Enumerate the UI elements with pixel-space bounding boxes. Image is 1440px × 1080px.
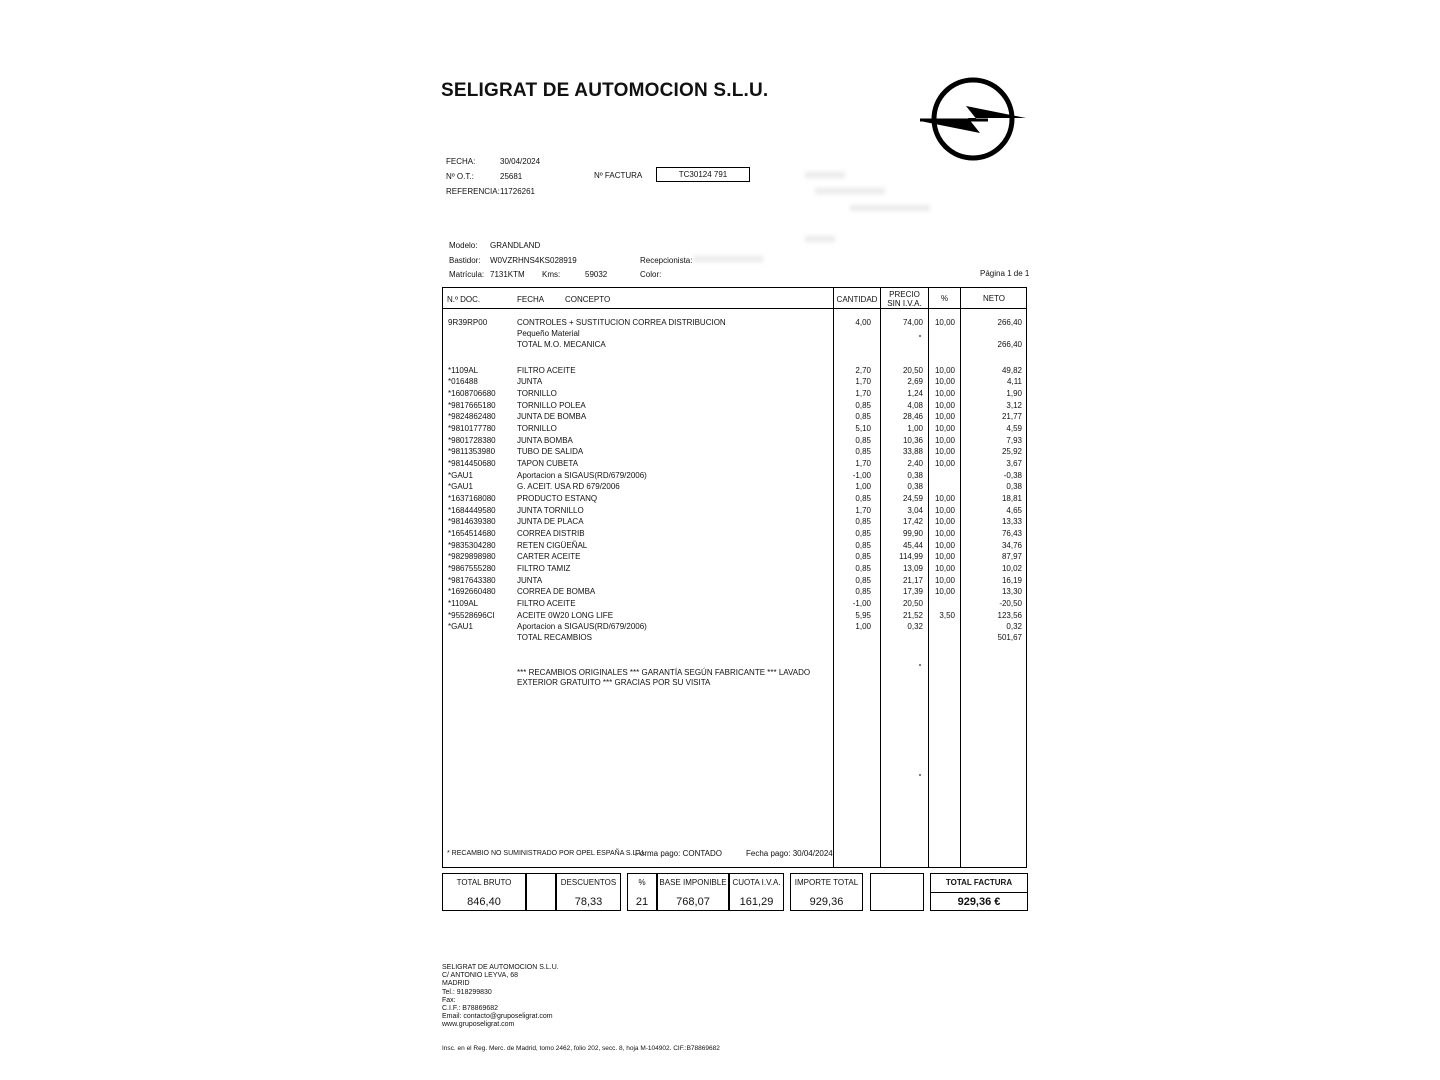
neto-cell: 10,02 — [1001, 564, 1022, 573]
cantidad-cell: 0,85 — [855, 564, 871, 573]
pct-cell: 3,50 — [939, 611, 955, 620]
table-row — [443, 621, 1026, 632]
factura-number: TC30124 791 — [656, 167, 750, 182]
precio-cell: 10,36 — [902, 436, 923, 445]
descuentos-value: 78,33 — [574, 896, 603, 908]
neto-cell: -20,50 — [999, 599, 1022, 608]
concepto-cell: JUNTA BOMBA — [517, 436, 573, 445]
doc-cell: *9824862480 — [448, 412, 496, 421]
importe-total-value: 929,36 — [809, 896, 844, 908]
table-row — [443, 339, 1026, 350]
base-imponible-label: BASE IMPONIBLE — [659, 878, 727, 887]
doc-cell: *95528696CI — [448, 611, 495, 620]
precio-cell: 24,59 — [902, 494, 923, 503]
doc-cell: *1109AL — [448, 366, 479, 375]
cuota-iva-value: 161,29 — [739, 896, 774, 908]
pct-cell: 10,00 — [934, 436, 955, 445]
cantidad-cell: 5,95 — [855, 611, 871, 620]
neto-cell: 18,81 — [1001, 494, 1022, 503]
table-row — [443, 328, 1026, 339]
precio-cell: 1,24 — [907, 389, 923, 398]
footer-website: www.gruposeligrat.com — [442, 1021, 515, 1029]
footer-fax: Fax: — [442, 996, 456, 1004]
ot-value: 25681 — [500, 172, 523, 181]
redacted-text — [693, 256, 763, 262]
legal-registry: Insc. en el Reg. Merc. de Madrid, tomo 2462, folio 202, secc. 8, hoja M-104902. CIF.:B78869682 — [442, 1045, 720, 1052]
pct-cell: 10,00 — [934, 587, 955, 596]
concepto-cell: TAPON CUBETA — [517, 459, 579, 468]
col-header-concepto: CONCEPTO — [565, 295, 611, 304]
doc-cell: *9801728380 — [448, 436, 496, 445]
neto-cell: 266,40 — [997, 340, 1022, 349]
total-bruto-box — [442, 873, 526, 911]
kms-label: Kms: — [542, 270, 561, 279]
cantidad-cell: 0,85 — [855, 529, 871, 538]
neto-cell: 3,67 — [1006, 459, 1022, 468]
cantidad-cell: -1,00 — [852, 471, 871, 480]
cantidad-cell: -1,00 — [852, 599, 871, 608]
cantidad-cell: 0,85 — [855, 576, 871, 585]
pct-cell: 10,00 — [934, 576, 955, 585]
precio-cell: 1,00 — [907, 424, 923, 433]
invoice-note: *** RECAMBIOS ORIGINALES *** GARANTÍA SEGÚN FABRICANTE *** LAVADO EXTERIOR GRATUITO *** GRACIAS POR SU VISITA — [517, 668, 811, 687]
concepto-cell: JUNTA TORNILLO — [517, 506, 584, 515]
doc-cell: *1608706680 — [448, 389, 496, 398]
forma-pago: Forma pago: CONTADO — [635, 849, 722, 858]
neto-cell: 49,82 — [1001, 366, 1022, 375]
company-name: SELIGRAT DE AUTOMOCION S.L.U. — [441, 80, 769, 101]
cantidad-cell: 4,00 — [855, 318, 871, 327]
precio-cell: 17,39 — [902, 587, 923, 596]
scan-speck — [919, 664, 921, 666]
page-number: Página 1 de 1 — [980, 269, 1030, 278]
table-row — [443, 317, 1026, 328]
recepcionista-label: Recepcionista: — [640, 256, 693, 265]
cantidad-cell: 0,85 — [855, 401, 871, 410]
invoice-table — [442, 287, 1027, 868]
matricula-value: 7131KTM — [490, 270, 525, 279]
modelo-label: Modelo: — [449, 241, 478, 250]
referencia-label: REFERENCIA: — [446, 187, 500, 196]
table-row — [443, 365, 1026, 376]
doc-cell: *GAU1 — [448, 622, 473, 631]
table-row — [443, 528, 1026, 539]
precio-cell: 45,44 — [902, 541, 923, 550]
redacted-text — [805, 172, 845, 178]
neto-cell: 3,12 — [1006, 401, 1022, 410]
total-bruto-value: 846,40 — [467, 896, 501, 908]
table-row — [443, 481, 1026, 492]
descuentos-box — [556, 873, 621, 911]
precio-cell: 99,90 — [902, 529, 923, 538]
precio-cell: 4,08 — [907, 401, 923, 410]
cantidad-cell: 0,85 — [855, 412, 871, 421]
table-row — [443, 435, 1026, 446]
concepto-cell: TORNILLO — [517, 424, 557, 433]
doc-cell: *9835304280 — [448, 541, 496, 550]
pct-cell: 10,00 — [934, 401, 955, 410]
concepto-cell: JUNTA — [517, 377, 543, 386]
table-row — [443, 388, 1026, 399]
cantidad-cell: 1,70 — [855, 377, 871, 386]
neto-cell: 501,67 — [997, 633, 1022, 642]
precio-cell: 2,40 — [907, 459, 923, 468]
pct-cell: 10,00 — [934, 517, 955, 526]
neto-cell: 266,40 — [997, 318, 1022, 327]
neto-cell: 21,77 — [1001, 412, 1022, 421]
precio-cell: 28,46 — [902, 412, 923, 421]
kms-value: 59032 — [585, 270, 608, 279]
iva-pct-box — [627, 873, 657, 911]
neto-cell: 76,43 — [1001, 529, 1022, 538]
importe-total-box — [790, 873, 863, 911]
scan-speck — [919, 335, 921, 337]
footer-company: SELIGRAT DE AUTOMOCION S.L.U. — [442, 964, 559, 971]
iva-pct-value: 21 — [635, 896, 649, 908]
concepto-cell: FILTRO ACEITE — [517, 366, 576, 375]
neto-cell: 13,30 — [1001, 587, 1022, 596]
col-header-fecha: FECHA — [517, 295, 545, 304]
concepto-cell: TORNILLO POLEA — [517, 401, 586, 410]
total-factura-divider — [931, 892, 1027, 893]
col-header-precio-sin-iva: SIN I.V.A. — [887, 299, 922, 308]
pct-cell: 10,00 — [934, 389, 955, 398]
neto-cell: 123,56 — [997, 611, 1022, 620]
table-row — [443, 598, 1026, 609]
cuota-iva-label: CUOTA I.V.A. — [732, 878, 781, 887]
doc-cell: *016488 — [448, 377, 478, 386]
doc-cell: *9811353980 — [448, 447, 496, 456]
neto-cell: 1,90 — [1006, 389, 1022, 398]
cantidad-cell: 0,85 — [855, 447, 871, 456]
doc-cell: *1109AL — [448, 599, 479, 608]
table-row — [443, 400, 1026, 411]
doc-cell: 9R39RP00 — [448, 318, 488, 327]
cantidad-cell: 0,85 — [855, 587, 871, 596]
pct-cell: 10,00 — [934, 541, 955, 550]
table-row — [443, 458, 1026, 469]
concepto-cell: CARTER ACEITE — [517, 552, 581, 561]
doc-cell: *GAU1 — [448, 471, 473, 480]
scan-speck — [919, 774, 921, 776]
descuentos-label: DESCUENTOS — [560, 878, 617, 887]
pct-cell: 10,00 — [934, 447, 955, 456]
pct-cell: 10,00 — [934, 552, 955, 561]
table-row — [443, 446, 1026, 457]
pct-cell: 10,00 — [934, 366, 955, 375]
fecha-label: FECHA: — [446, 157, 476, 166]
precio-cell: 0,38 — [907, 482, 923, 491]
pct-cell: 10,00 — [934, 412, 955, 421]
concepto-cell: JUNTA DE PLACA — [517, 517, 584, 526]
table-row — [443, 575, 1026, 586]
table-row — [443, 505, 1026, 516]
pct-cell: 10,00 — [934, 494, 955, 503]
footer-email: Email: contacto@gruposeligrat.com — [442, 1013, 553, 1021]
total-factura-value: 929,36 € — [957, 896, 1001, 908]
neto-cell: 0,38 — [1006, 482, 1022, 491]
precio-cell: 20,50 — [902, 366, 923, 375]
table-row — [443, 411, 1026, 422]
precio-cell: 21,52 — [902, 611, 923, 620]
precio-cell: 21,17 — [902, 576, 923, 585]
cuota-iva-box — [729, 873, 784, 911]
factura-label: Nº FACTURA — [594, 171, 643, 180]
footer-cif: C.I.F.: B78869682 — [442, 1005, 499, 1013]
precio-cell: 114,99 — [899, 552, 923, 561]
col-header-neto: NETO — [982, 294, 1006, 303]
precio-cell: 74,00 — [902, 318, 923, 327]
matricula-label: Matrícula: — [449, 270, 485, 279]
cantidad-cell: 0,85 — [855, 517, 871, 526]
base-imponible-box — [657, 873, 729, 911]
doc-cell: *9867555280 — [448, 564, 496, 573]
concepto-cell: CORREA DISTRIB — [517, 529, 585, 538]
doc-cell: *9814450680 — [448, 459, 496, 468]
ot-label: Nº O.T.: — [446, 172, 474, 181]
cantidad-cell: 0,85 — [855, 494, 871, 503]
pct-cell: 10,00 — [934, 377, 955, 386]
total-factura-label: TOTAL FACTURA — [945, 878, 1013, 887]
table-row — [443, 376, 1026, 387]
concepto-cell: ACEITE 0W20 LONG LIFE — [517, 611, 614, 620]
col-header-doc: N.º DOC. — [447, 295, 481, 304]
cantidad-cell: 2,70 — [855, 366, 871, 375]
doc-cell: *1654514680 — [448, 529, 496, 538]
concepto-cell: TORNILLO — [517, 389, 557, 398]
cantidad-cell: 0,85 — [855, 436, 871, 445]
concepto-cell: CONTROLES + SUSTITUCION CORREA DISTRIBUCION — [517, 318, 726, 327]
doc-cell: *1692660480 — [448, 587, 496, 596]
doc-cell: *9817643380 — [448, 576, 496, 585]
neto-cell: 13,33 — [1001, 517, 1022, 526]
precio-cell: 2,69 — [907, 377, 923, 386]
color-label: Color: — [640, 270, 662, 279]
concepto-cell: Aportacion a SIGAUS(RD/679/2006) — [517, 622, 647, 631]
table-row — [443, 551, 1026, 562]
concepto-cell: TOTAL RECAMBIOS — [517, 633, 592, 642]
concepto-cell: TOTAL M.O. MECANICA — [517, 340, 606, 349]
redacted-text — [850, 205, 930, 211]
precio-cell: 0,38 — [907, 471, 923, 480]
neto-cell: 4,11 — [1007, 377, 1022, 386]
doc-cell: *9817665180 — [448, 401, 496, 410]
neto-cell: 4,65 — [1006, 506, 1022, 515]
pct-cell: 10,00 — [934, 506, 955, 515]
footer-phone: Tel.: 918299830 — [442, 988, 492, 996]
neto-cell: 7,93 — [1006, 436, 1022, 445]
cantidad-cell: 5,10 — [855, 424, 871, 433]
total-factura-box — [930, 873, 1028, 911]
neto-cell: 0,32 — [1006, 622, 1022, 631]
concepto-cell: FILTRO ACEITE — [517, 599, 576, 608]
concepto-cell: CORREA DE BOMBA — [517, 587, 596, 596]
col-header-pct: % — [940, 294, 949, 303]
footer-address: C/ ANTONIO LEYVA, 68 — [442, 972, 518, 980]
precio-cell: 33,88 — [902, 447, 923, 456]
concepto-cell: Aportacion a SIGAUS(RD/679/2006) — [517, 471, 647, 480]
doc-cell: *1637168080 — [448, 494, 496, 503]
col-header-precio: PRECIO — [889, 290, 920, 299]
concepto-cell: PRODUCTO ESTANQ — [517, 494, 598, 503]
empty-total-box — [526, 873, 556, 911]
bastidor-value: W0VZRHNS4KS028919 — [490, 256, 577, 265]
bastidor-label: Bastidor: — [449, 256, 481, 265]
referencia-value: 11726261 — [500, 187, 535, 196]
concepto-cell: FILTRO TAMIZ — [517, 564, 571, 573]
neto-cell: -0,38 — [1003, 471, 1022, 480]
importe-total-label: IMPORTE TOTAL — [794, 878, 859, 887]
pct-cell: 10,00 — [934, 459, 955, 468]
cantidad-cell: 0,85 — [855, 552, 871, 561]
footnote-recambio: * RECAMBIO NO SUMINISTRADO POR OPEL ESPAÑA S.L.U. — [447, 850, 646, 857]
neto-cell: 25,92 — [1001, 447, 1022, 456]
cantidad-cell: 0,85 — [855, 541, 871, 550]
doc-cell: *GAU1 — [448, 482, 473, 491]
table-row — [443, 540, 1026, 551]
opel-logo-icon — [918, 76, 1028, 162]
redacted-text — [815, 188, 885, 194]
pct-cell: 10,00 — [934, 318, 955, 327]
table-row — [443, 563, 1026, 574]
neto-cell: 34,76 — [1001, 541, 1022, 550]
doc-cell: *9829898980 — [448, 552, 496, 561]
footer-city: MADRID — [442, 980, 470, 988]
doc-cell: *9814639380 — [448, 517, 496, 526]
precio-cell: 3,04 — [907, 506, 923, 515]
cantidad-cell: 1,70 — [855, 459, 871, 468]
base-imponible-value: 768,07 — [676, 896, 710, 908]
table-row — [443, 470, 1026, 481]
table-row — [443, 632, 1026, 643]
cantidad-cell: 1,70 — [855, 506, 871, 515]
table-row — [443, 493, 1026, 504]
neto-cell: 16,19 — [1001, 576, 1022, 585]
precio-cell: 13,09 — [902, 564, 923, 573]
cantidad-cell: 1,00 — [855, 622, 871, 631]
iva-pct-label: % — [638, 878, 646, 887]
cantidad-cell: 1,00 — [855, 482, 871, 491]
precio-cell: 0,32 — [907, 622, 923, 631]
col-header-cantidad: CANTIDAD — [836, 295, 878, 304]
cantidad-cell: 1,70 — [855, 389, 871, 398]
pct-cell: 10,00 — [934, 564, 955, 573]
fecha-value: 30/04/2024 — [500, 157, 541, 166]
company-footer — [442, 964, 559, 1030]
precio-cell: 20,50 — [902, 599, 923, 608]
total-bruto-label: TOTAL BRUTO — [456, 878, 512, 887]
concepto-cell: G. ACEIT. USA RD 679/2006 — [517, 482, 620, 491]
concepto-cell: RETEN CIGÜEÑAL — [517, 541, 588, 550]
concepto-cell: JUNTA DE BOMBA — [517, 412, 587, 421]
redacted-text — [805, 236, 835, 242]
concepto-cell: JUNTA — [517, 576, 543, 585]
modelo-value: GRANDLAND — [490, 241, 541, 250]
pct-cell: 10,00 — [934, 424, 955, 433]
concepto-cell: TUBO DE SALIDA — [517, 447, 584, 456]
fecha-pago: Fecha pago: 30/04/2024 — [746, 849, 833, 858]
precio-cell: 17,42 — [902, 517, 923, 526]
table-row — [443, 586, 1026, 597]
table-row — [443, 610, 1026, 621]
header-divider — [443, 308, 1026, 309]
table-row — [443, 423, 1026, 434]
neto-cell: 87,97 — [1001, 552, 1022, 561]
table-row — [443, 516, 1026, 527]
neto-cell: 4,59 — [1006, 424, 1022, 433]
pct-cell: 10,00 — [934, 529, 955, 538]
concepto-cell: Pequeño Material — [517, 329, 580, 338]
doc-cell: *1684449580 — [448, 506, 496, 515]
doc-cell: *9810177780 — [448, 424, 496, 433]
empty-total-box — [870, 873, 924, 911]
